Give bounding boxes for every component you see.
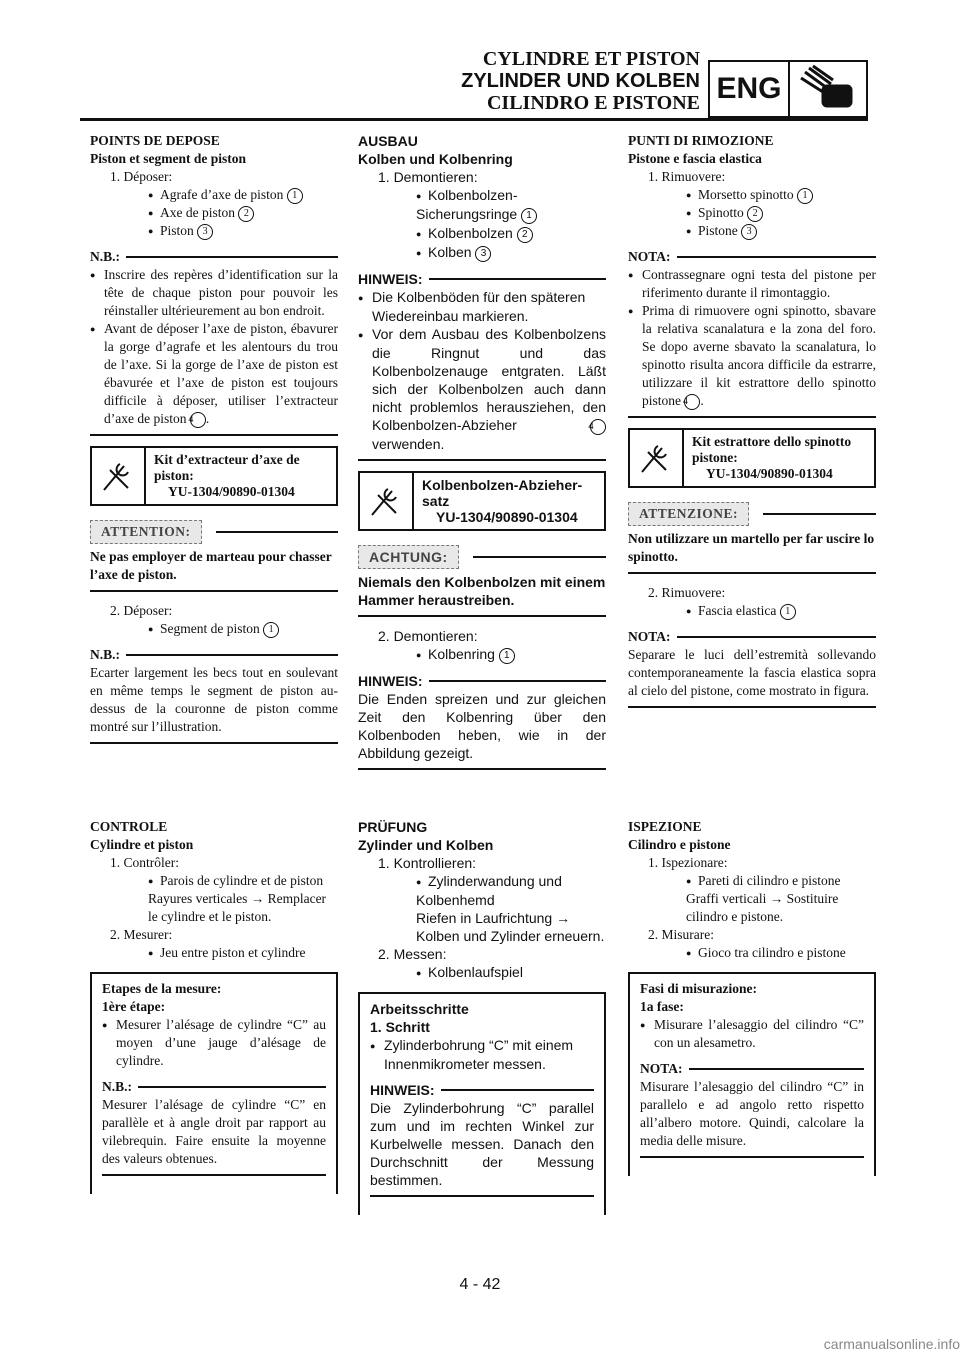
it-item: ● Morsetto spinotto 1 (628, 186, 876, 204)
fr-inspection: CONTROLE Cylindre et piston 1. Contrôler: ● Parois de cylindre et de piston Rayures verticales → Remplacer le cylindre et le piston. 2. Mesurer: ● Jeu entre piston et cylindre Etapes de la mesure: 1ère étape: ● Mesurer l’alésage de cylindre “C” au moyen d’une jauge d’alésage de cylindre. N.B.: Mesurer l’alésage de cylindre “C” en parallèle et à angle droit par rapport au vilebrequin. Faire ensuite la moyenne des valeurs obtenues. (90, 818, 338, 1194)
section-header (420, 48, 700, 114)
fr-subheading: Piston et segment de piston (90, 151, 246, 166)
wrench-icon (360, 473, 414, 529)
column-fr (90, 132, 338, 754)
fr-warning-label: ATTENTION: (90, 520, 338, 544)
de-warning-text: Niemals den Kolbenbolzen mit einem Hammer heraustreiben. (358, 574, 606, 608)
column-it (628, 132, 876, 718)
de-note3: Die Enden spreizen und zur gleichen Zeit den Kolbenring über den Kolbenboden heben, wie in der Abbildung gezeigt. (358, 691, 606, 761)
title-it: CILINDRO E PISTONE (486, 92, 700, 114)
it-item: ● Spinotto 2 (628, 204, 876, 222)
it-item: ● Fascia elastica 1 (628, 602, 876, 620)
title-de: ZYLINDER UND KOLBEN (461, 70, 700, 92)
page-number: 4 - 42 (459, 1276, 501, 1293)
fr-item: ● Axe de piston 2 (90, 204, 338, 222)
eng-label: ENG (710, 62, 790, 116)
it-note-label-2: NOTA: (628, 628, 876, 646)
fr-check-sub: Cylindre et piston (90, 837, 194, 852)
de-step1: 1. Demontieren: (378, 169, 478, 185)
wrench-icon (92, 448, 146, 504)
de-item: ● Kolbenbolzen-Sicherungsringe 1 (358, 186, 606, 224)
it-note3: Separare le luci dell’estremità sollevando contemporaneamente la fascia elastica sopra al cielo del pistone, come mostrato in figura. (628, 647, 876, 698)
title-fr: CYLINDRE ET PISTON (482, 48, 700, 70)
fr-item: ● Agrafe d’axe de piston 1 (90, 186, 338, 204)
de-subheading: Kolben und Kolbenring (358, 151, 513, 167)
fr-note2: ● Avant de déposer l’axe de piston, ébavurer la gorge d’agrafe et les alentours du trou de l’axe. Si la gorge de l’axe de piston est ébavurée et l’axe de piston est toujours difficile à déposer, utiliser l’extracteur d’axe de piston 4 . (90, 320, 338, 428)
de-note2: ● Vor dem Ausbau des Kolbenbolzens die Ringnut und das Kolbenbolzenauge entgraten. Läßt sich der Kolbenbolzen auch dann nicht problemlos herausziehen, den Kolbenbolzen-Abzieher 4 verwenden. (358, 325, 606, 453)
fr-check-item: ● Parois de cylindre et de piston (90, 872, 338, 890)
it-heading: PUNTI DI RIMOZIONE (628, 133, 774, 148)
fr-warning-text: Ne pas employer de marteau pour chasser l’axe de piston. (90, 549, 332, 582)
fr-step2: 2. Déposer: (110, 603, 173, 618)
fr-note-label: N.B.: (90, 248, 338, 266)
fr-steps-box: Etapes de la mesure: 1ère étape: ● Mesurer l’alésage de cylindre “C” au moyen d’une jauge d’alésage de cylindre. N.B.: Mesurer l’alésage de cylindre “C” en parallèle et à angle droit par rapport au vilebrequin. Faire ensuite la moyenne des valeurs obtenues. (90, 972, 338, 1194)
de-note-label: HINWEIS: (358, 270, 606, 288)
fr-note3: Ecarter largement les becs tout en soulevant en même temps le segment de piston au-dessus de la couronne de piston comme montré sur l’illustration. (90, 665, 338, 734)
eng-badge (708, 60, 868, 118)
fr-note1: ● Inscrire des repères d’identification sur la tête de chaque piston pour pouvoir les réinstaller ultérieurement au bon endroit. (90, 266, 338, 320)
fr-check-heading: CONTROLE (90, 819, 168, 834)
fr-item: ● Piston 3 (90, 222, 338, 240)
fr-item: ● Segment de piston 1 (90, 620, 338, 638)
column-de (358, 132, 606, 780)
fr-note-label-2: N.B.: (90, 646, 338, 664)
it-inspection: ISPEZIONE Cilindro e pistone 1. Ispezionare: ● Pareti di cilindro e pistone Graffi verticali → Sostituire cilindro e pistone. 2. Misurare: ● Gioco tra cilindro e pistone Fasi di misurazione: 1a fase: ● Misurare l’alesaggio del cilindro “C” con un alesametro. NOTA: Misurare l’alesaggio del cilindro “C” in parallelo e ad angolo retto rispetto all’albero motore. Quindi, calcolare la media delle misure. (628, 818, 876, 1176)
de-tool-box: Kolbenbolzen-Abzieher-satz YU-1304/90890-01304 (358, 471, 606, 531)
de-step2: 2. Demontieren: (378, 628, 478, 644)
it-note2: ● Prima di rimuovere ogni spinotto, sbavare la relativa scanalatura e la zona del foro. Se dopo averne sbavato la scanalatura, lo spinotto risulta ancora difficile da estrarre, utilizzare il kit estrattore dello spinotto pistone 4 . (628, 302, 876, 410)
de-item: ● Kolben 3 (358, 243, 606, 262)
it-step1: 1. Rimuovere: (648, 169, 726, 184)
it-subheading: Pistone e fascia elastica (628, 151, 762, 166)
it-item: ● Pistone 3 (628, 222, 876, 240)
de-heading: AUSBAU (358, 133, 418, 149)
wrench-icon (630, 430, 684, 486)
it-note-label: NOTA: (628, 248, 876, 266)
it-note1: ● Contrassegnare ogni testa del pistone per riferimento durante il rimontaggio. (628, 266, 876, 302)
de-note1: ● Die Kolbenböden für den späteren Wiedereinbau markieren. (358, 288, 606, 325)
header-rule (80, 118, 868, 121)
de-item: ● Kolbenring 1 (358, 645, 606, 664)
de-item: ● Kolbenbolzen 2 (358, 224, 606, 243)
it-step2: 2. Rimuovere: (648, 585, 726, 600)
it-tool-box: Kit estrattore dello spinotto pistone: YU-1304/90890-01304 (628, 428, 876, 488)
engine-icon (790, 62, 866, 116)
fr-step1: 1. Déposer: (110, 169, 173, 184)
de-warning-label: ACHTUNG: (358, 545, 606, 569)
fr-tool-box: Kit d’extracteur d’axe de piston: YU-1304/90890-01304 (90, 446, 338, 506)
fr-heading: POINTS DE DEPOSE (90, 133, 220, 148)
de-steps-box: Arbeitsschritte 1. Schritt ● Zylinderbohrung “C” mit einem Innenmikrometer messen. HINWEIS: Die Zylinderbohrung “C” parallel zum und im rechten Winkel zur Kurbelwelle messen. Danach den Durchschnitt der Messung bestimmen. (358, 992, 606, 1215)
it-steps-box: Fasi di misurazione: 1a fase: ● Misurare l’alesaggio del cilindro “C” con un alesametro. NOTA: Misurare l’alesaggio del cilindro “C” in parallelo e ad angolo retto rispetto all’albero motore. Quindi, calcolare la media delle misure. (628, 972, 876, 1176)
it-warning-label: ATTENZIONE: (628, 502, 876, 526)
de-inspection: PRÜFUNG Zylinder und Kolben 1. Kontrollieren: ● Zylinderwandung und Kolbenhemd Riefen in Laufrichtung → Kolben und Zylinder erneuern. 2. Messen: ● Kolbenlaufspiel Arbeitsschritte 1. Schritt ● Zylinderbohrung “C” mit einem Innenmikrometer messen. HINWEIS: Die Zylinderbohrung “C” parallel zum und im rechten Winkel zur Kurbelwelle messen. Danach den Durchschnitt der Messung bestimmen. (358, 818, 606, 1215)
it-warning-text: Non utilizzare un martello per far uscire lo spinotto. (628, 531, 875, 564)
watermark: carmanualsonline.info (823, 1336, 960, 1352)
de-note-label-2: HINWEIS: (358, 672, 606, 690)
